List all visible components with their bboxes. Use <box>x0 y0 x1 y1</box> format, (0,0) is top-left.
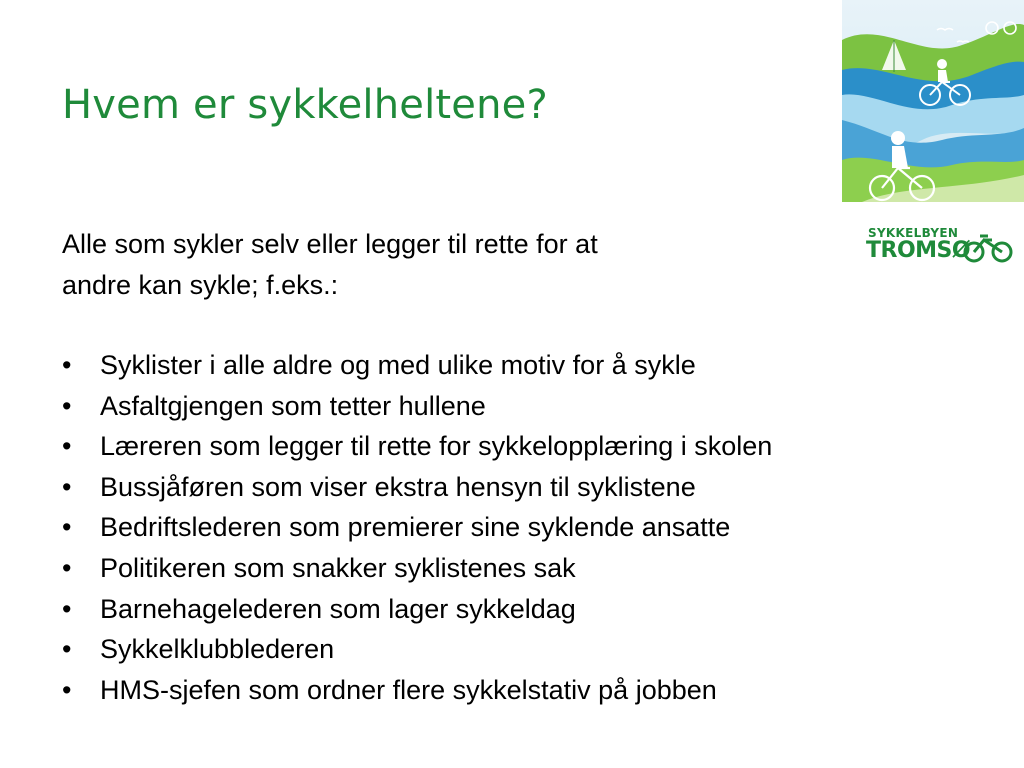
bullet-text: Bussjåføren som viser ekstra hensyn til syklistene <box>100 471 696 502</box>
bullet-dot: • <box>62 350 72 380</box>
bullet-text: Sykkelklubblederen <box>100 634 335 665</box>
bullet-text: Syklister i alle aldre og med ulike motiv for å sykle <box>100 350 696 380</box>
bullet-item <box>62 507 772 548</box>
bullet-text: Læreren som legger til rette for sykkelopplæring i skolen <box>100 431 773 462</box>
bullet-dot: • <box>62 552 72 583</box>
logo-line-2: TROMSØ <box>866 238 971 263</box>
bullet-dot: • <box>62 593 72 624</box>
bullet-dot: • <box>62 674 72 705</box>
slide-title: Hvem er sykkelheltene? <box>62 82 548 128</box>
intro-text <box>62 224 822 306</box>
bullet-item <box>62 426 772 467</box>
logo-line-1: SYKKELBYEN <box>868 226 959 240</box>
bullet-item <box>62 589 772 630</box>
bullet-dot: • <box>62 471 72 502</box>
bullet-text: Asfaltgjengen som tetter hullene <box>100 390 486 421</box>
sykkelbyen-tromso-logo <box>866 226 1016 268</box>
intro-line-2: andre kan sykle; f.eks.: <box>62 270 339 300</box>
bullet-text: Politikeren som snakker syklistenes sak <box>100 552 576 583</box>
bullet-item <box>62 629 772 670</box>
bullet-dot: • <box>62 431 72 462</box>
bicycle-icon <box>962 232 1014 264</box>
bullet-list <box>62 345 772 710</box>
bullet-text: Barnehagelederen som lager sykkeldag <box>100 593 576 624</box>
bullet-item <box>62 548 772 589</box>
intro-line-1: Alle som sykler selv eller legger til rette for at <box>62 229 598 259</box>
cycling-illustration-graphic <box>842 0 1024 202</box>
bullet-text: HMS-sjefen som ordner flere sykkelstativ på jobben <box>100 674 717 705</box>
cycling-illustration <box>842 0 1024 202</box>
bullet-item <box>62 670 772 711</box>
bullet-dot: • <box>62 634 72 665</box>
bullet-item <box>62 467 772 508</box>
bullet-dot: • <box>62 390 72 421</box>
bullet-item <box>62 386 772 427</box>
bullet-dot: • <box>62 512 72 543</box>
bullet-item <box>62 345 772 386</box>
bullet-text: Bedriftslederen som premierer sine syklende ansatte <box>100 512 731 543</box>
